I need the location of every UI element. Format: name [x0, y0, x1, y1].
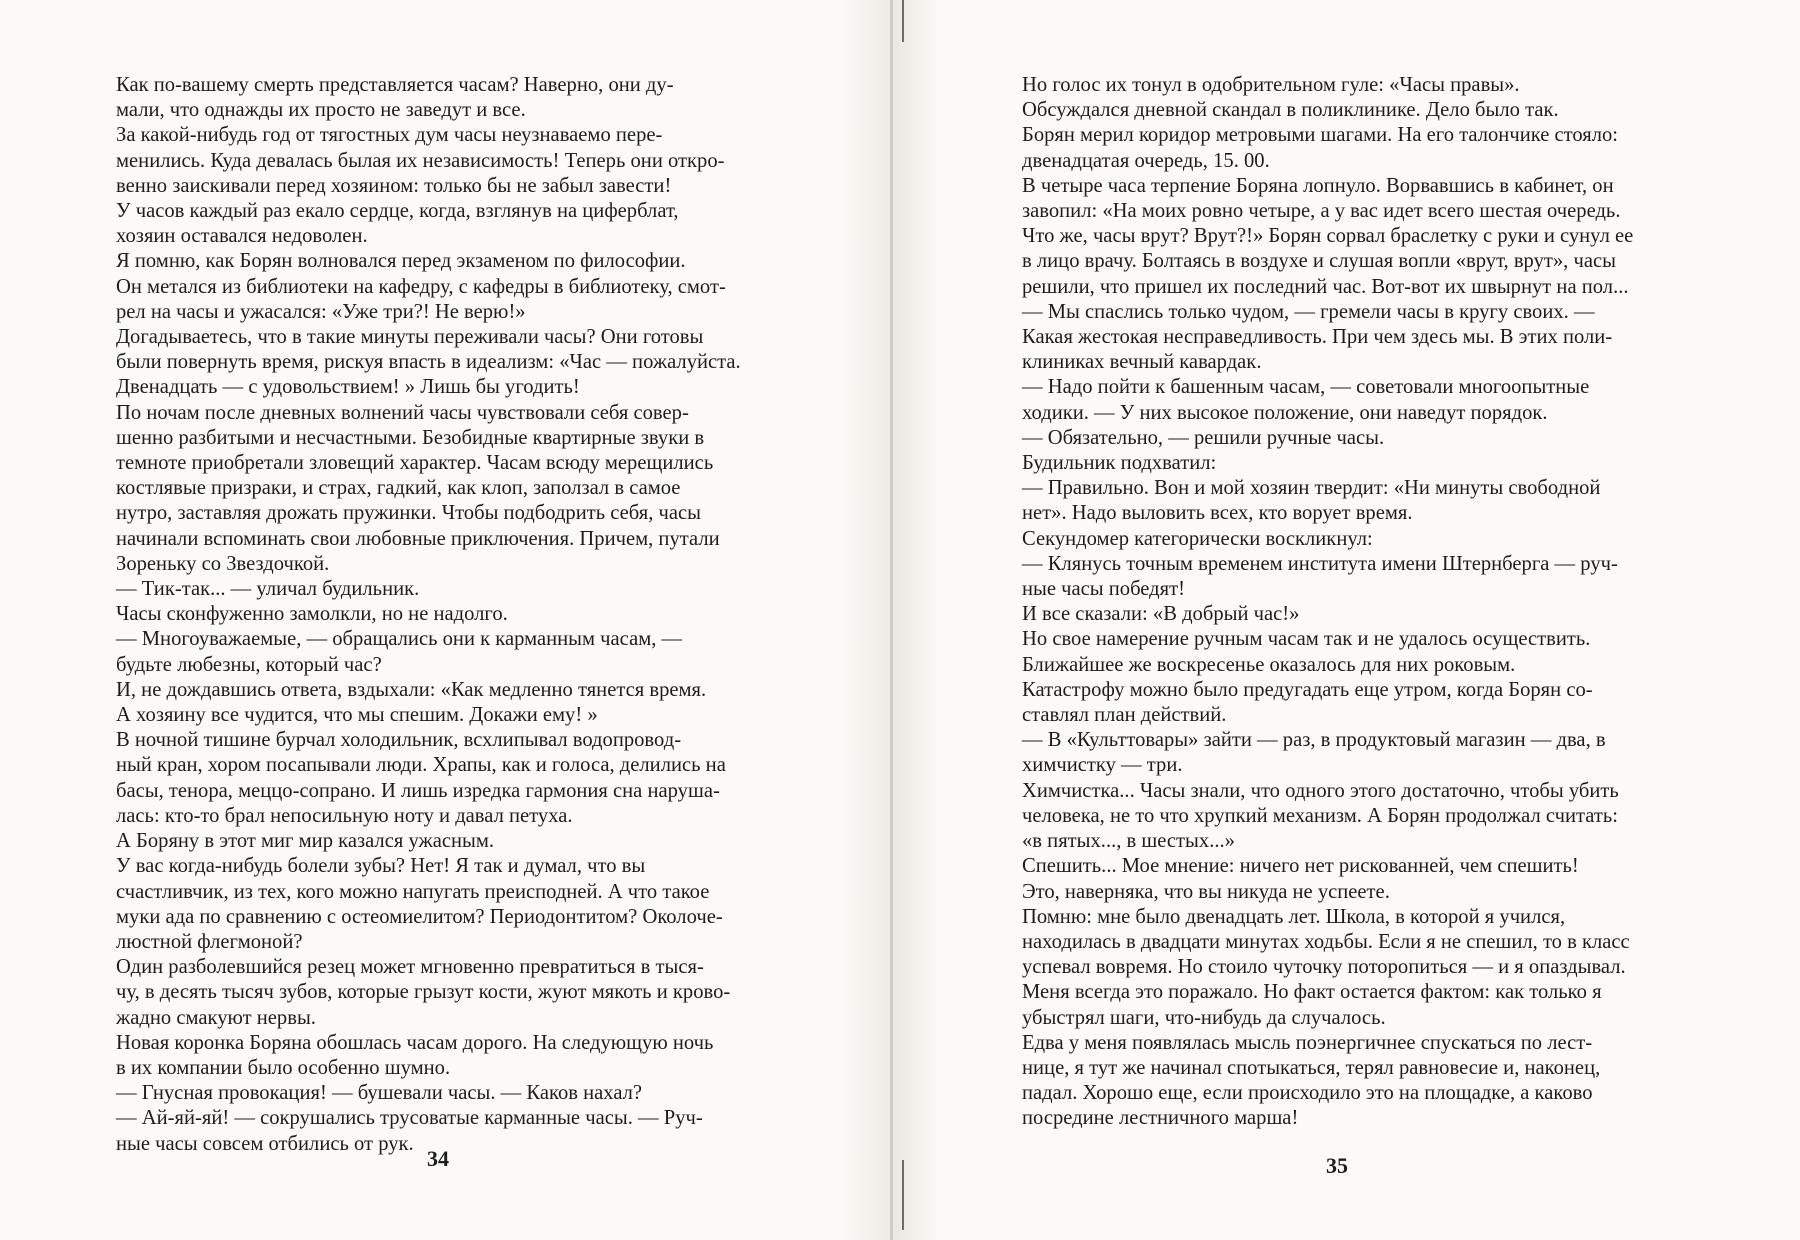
text-line: нице, я тут же начинал спотыкаться, терял равновесие и, наконец, [1022, 1056, 1601, 1079]
text-line: посредине лестничного марша! [1022, 1107, 1299, 1130]
text-line: В четыре часа терпение Боряна лопнуло. Ворвавшись в кабинет, он [1022, 174, 1614, 197]
text-line: Догадываетесь, что в такие минуты переживали часы? Они готовы [116, 326, 704, 349]
page-number-left: 34 [427, 1146, 449, 1171]
text-line: Новая коронка Боряна обошлась часам дорого. На следующую ночь [116, 1031, 714, 1054]
text-line: начинали вспоминать свои любовные приключения. Причем, путали [116, 527, 720, 550]
text-line: Обсуждался дневной скандал в поликлинике. Дело было так. [1022, 99, 1559, 122]
text-line: нутро, заставляя дрожать пружинки. Чтобы подбодрить себя, часы [116, 502, 702, 525]
text-line: Катастрофу можно было предугадать еще утром, когда Борян со- [1022, 678, 1593, 701]
text-line: ные часы совсем отбились от рук. [116, 1132, 414, 1155]
text-line: нет». Надо выловить всех, кто ворует время. [1022, 502, 1413, 525]
text-line: Это, наверняка, что вы никуда не успеете. [1022, 880, 1390, 903]
text-line: И все сказали: «В добрый час!» [1022, 603, 1300, 626]
text-line: Помню: мне было двенадцать лет. Школа, в которой я учился, [1022, 905, 1566, 928]
text-line: темноте приобретали зловещий характер. Часам всюду мерещились [116, 452, 714, 475]
text-line: Зореньку со Звездочкой. [116, 552, 330, 575]
text-line: химчистку — три. [1022, 754, 1183, 777]
text-line: ставлял план действий. [1022, 704, 1227, 727]
text-line: Но свое намерение ручным часам так и не удалось осуществить. [1022, 628, 1591, 651]
scan-mark-top [902, 0, 904, 42]
text-line: — Обязательно, — решили ручные часы. [1022, 426, 1385, 449]
left-page-text [116, 73, 793, 1157]
scan-mark-bottom [902, 1160, 904, 1230]
text-line: Меня всегда это поражало. Но факт остается фактом: как только я [1022, 981, 1602, 1004]
text-line: Я помню, как Борян волновался перед экзаменом по философии. [116, 250, 686, 273]
text-line: По ночам после дневных волнений часы чувствовали себя совер- [116, 401, 689, 424]
text-line: были повернуть время, рискуя впасть в идеализм: «Час — пожалуйста. [116, 351, 741, 374]
text-line: двенадцатая очередь, 15. 00. [1022, 149, 1270, 172]
right-page-text [1022, 73, 1733, 1132]
text-line: чу, в десять тысяч зубов, которые грызут кости, жуют мякоть и крово- [116, 981, 731, 1004]
text-line: — Многоуважаемые, — обращались они к карманным часам, — [116, 628, 683, 651]
text-line: — Тик-так... — уличал будильник. [116, 578, 420, 601]
text-line: В ночной тишине бурчал холодильник, всхлипывал водопровод- [116, 729, 682, 752]
text-line: клиниках вечный кавардак. [1022, 351, 1262, 374]
text-line: Спешить... Мое мнение: ничего нет рискованней, чем спешить! [1022, 855, 1579, 878]
text-line: Двенадцать — с удовольствием! » Лишь бы угодить! [116, 376, 580, 399]
text-line: У вас когда-нибудь болели зубы? Нет! Я так и думал, что вы [116, 855, 646, 878]
page-number-right: 35 [1326, 1153, 1348, 1178]
right-page [893, 0, 1800, 1240]
text-line: в их компании было особенно шумно. [116, 1056, 451, 1079]
text-line: ные часы победят! [1022, 578, 1185, 601]
text-line: А Боряну в этот миг мир казался ужасным. [116, 830, 495, 853]
left-page [0, 0, 893, 1240]
text-line: лась: кто-то брал непосильную ноту и давал петуха. [116, 804, 573, 827]
text-line: ходики. — У них высокое положение, они наведут порядок. [1022, 401, 1548, 424]
text-line: Химчистка... Часы знали, что одного этого достаточно, чтобы убить [1022, 779, 1619, 802]
text-line: басы, тенора, меццо-сопрано. И лишь изредка гармония сна наруша- [116, 779, 720, 802]
text-line: — Правильно. Вон и мой хозяин твердит: «Ни минуты свободной [1022, 477, 1601, 500]
text-line: Ближайшее же воскресенье оказалось для них роковым. [1022, 653, 1516, 676]
text-line: Один разболевшийся резец может мгновенно превратиться в тыся- [116, 956, 704, 979]
text-line: Секундомер категорически воскликнул: [1022, 527, 1373, 550]
text-line: Едва у меня появлялась мысль поэнергичнее спускаться по лест- [1022, 1031, 1593, 1054]
text-line: венно заискивали перед хозяином: только бы не забыл завести! [116, 174, 672, 197]
text-line: Что же, часы врут? Врут?!» Борян сорвал браслетку с руки и сунул ее [1022, 225, 1634, 248]
text-line: мали, что однажды их просто не заведут и все. [116, 99, 526, 122]
text-line: Часы сконфуженно замолкли, но не надолго. [116, 603, 508, 626]
text-line: — Мы спаслись только чудом, — гремели часы в кругу своих. — [1022, 300, 1595, 323]
text-line: в лицо врачу. Болтаясь в воздухе и слушая вопли «врут, врут», часы [1022, 250, 1616, 273]
text-line: падал. Хорошо еще, если происходило это на площадке, а каково [1022, 1082, 1593, 1105]
text-line: успевал вовремя. Но стоило чуточку поторопиться — и я опаздывал. [1022, 956, 1626, 979]
text-line: менились. Куда девалась былая их независимость! Теперь они откро- [116, 149, 725, 172]
text-line: человека, не то что хрупкий механизм. А Борян продолжал считать: [1022, 804, 1619, 827]
text-line: Как по-вашему смерть представляется часам? Наверно, они ду- [116, 74, 674, 96]
text-line: хозяин оставался недоволен. [116, 225, 368, 248]
text-line: И, не дождавшись ответа, вздыхали: «Как медленно тянется время. [116, 678, 707, 701]
text-line: решили, что пришел их последний час. Вот-вот их швырнут на пол... [1022, 275, 1629, 298]
text-line: люстной флегмоной? [116, 930, 303, 953]
text-line: счастливчик, из тех, кого можно напугать преисподней. А что такое [116, 880, 710, 903]
text-line: — Гнусная провокация! — бушевали часы. — Каков нахал? [116, 1082, 643, 1105]
text-line: Он метался из библиотеки на кафедру, с кафедры в библиотеку, смот- [116, 275, 726, 298]
text-line: Но голос их тонул в одобрительном гуле: «Часы правы». [1022, 74, 1520, 96]
text-line: находилась в двадцати минутах ходьбы. Если я не спешил, то в класс [1022, 930, 1630, 953]
text-line: — Надо пойти к башенным часам, — советовали многоопытные [1022, 376, 1590, 399]
text-line: Будильник подхватил: [1022, 452, 1217, 475]
text-line: — Ай-яй-яй! — сокрушались трусоватые карманные часы. — Руч- [116, 1107, 703, 1130]
text-line: рел на часы и ужасался: «Уже три?! Не верю!» [116, 300, 526, 323]
text-line: будьте любезны, который час? [116, 653, 382, 676]
text-line: — В «Культтовары» зайти — раз, в продуктовый магазин — два, в [1022, 729, 1606, 752]
text-line: Какая жестокая несправедливость. При чем здесь мы. В этих поли- [1022, 326, 1613, 349]
text-line: убыстрял шаги, что-нибудь да случалось. [1022, 1006, 1386, 1029]
text-line: За какой-нибудь год от тягостных дум часы неузнаваемо пере- [116, 124, 663, 147]
text-line: У часов каждый раз екало сердце, когда, взглянув на циферблат, [116, 200, 679, 223]
text-line: костлявые призраки, и страх, гадкий, как клоп, заползал в самое [116, 477, 681, 500]
text-line: «в пятых..., в шестых...» [1022, 830, 1235, 853]
text-line: Борян мерил коридор метровыми шагами. На его талончике стояло: [1022, 124, 1619, 147]
text-line: А хозяину все чудится, что мы спешим. Докажи ему! » [116, 704, 598, 727]
text-line: муки ада по сравнению с остеомиелитом? Периодонтитом? Околоче- [116, 905, 723, 928]
text-line: завопил: «На моих ровно четыре, а у вас идет всего шестая очередь. [1022, 200, 1621, 223]
text-line: жадно смакуют нервы. [116, 1006, 316, 1029]
text-line: — Клянусь точным временем института имени Штернберга — руч- [1022, 552, 1618, 575]
text-line: шенно разбитыми и несчастными. Безобидные квартирные звуки в [116, 426, 705, 449]
text-line: ный кран, хором посапывали люди. Храпы, как и голоса, делились на [116, 754, 726, 777]
